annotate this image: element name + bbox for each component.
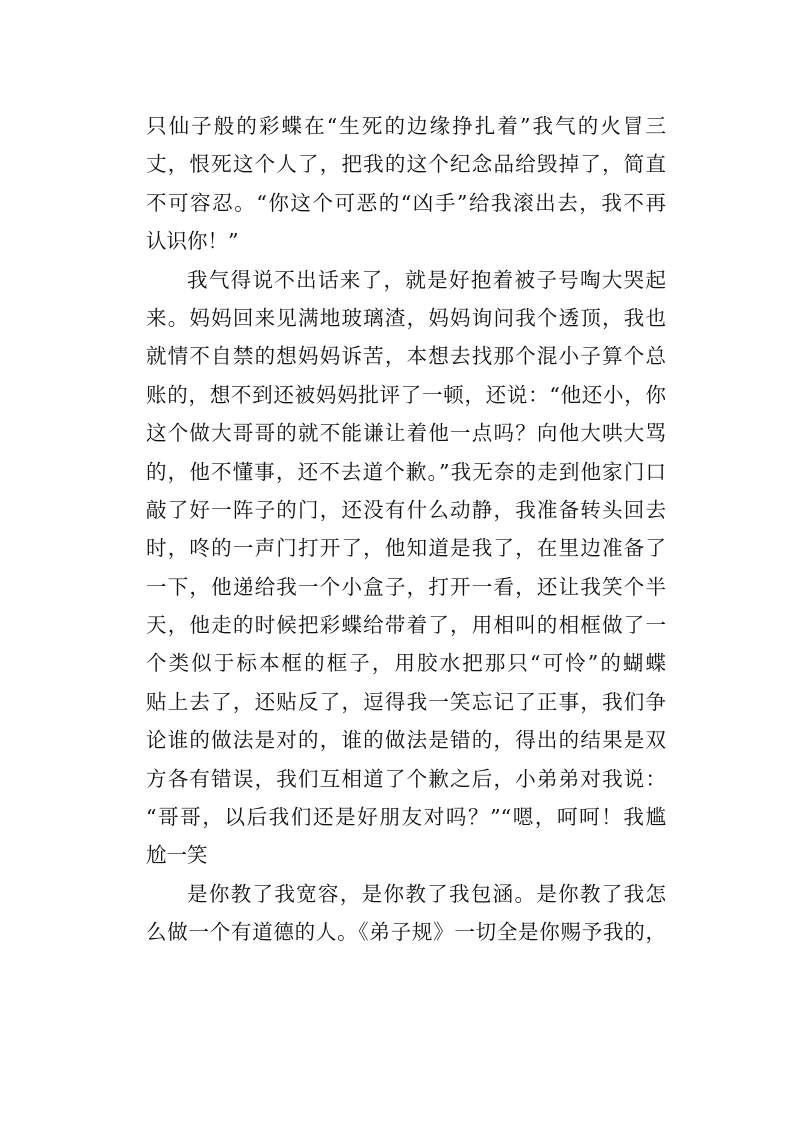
text-line: 贴上去了，还贴反了，逗得我一笑忘记了正事，我们争 (146, 689, 666, 714)
text-line: 么做一个有道德的人。《弟子规》一切全是你赐予我的， (146, 920, 666, 945)
text-line: 方各有错误，我们互相道了个歉之后，小弟弟对我说： (146, 766, 666, 791)
text-line: 个类似于标本框的框子，用胶水把那只“可怜”的蝴蝶 (146, 651, 666, 676)
paragraph-first-line: 我气得说不出话来了，就是好抱着被子号啕大哭起 (187, 267, 666, 292)
document-body (146, 107, 666, 952)
text-line: 丈，恨死这个人了，把我的这个纪念品给毁掉了，简直 (146, 152, 666, 177)
text-line: 就情不自禁的想妈妈诉苦，本想去找那个混小子算个总 (146, 344, 666, 369)
text-line: 尬一笑 (146, 843, 208, 868)
text-line: “哥哥，以后我们还是好朋友对吗？”“嗯，呵呵！我尴 (146, 805, 666, 830)
text-line: 只仙子般的彩蝶在“生死的边缘挣扎着”我气的火冒三 (146, 114, 666, 138)
text-line: 认识你！” (146, 229, 239, 254)
text-line: 不可容忍。“你这个可恶的“凶手”给我滚出去，我不再 (146, 190, 666, 215)
text-line: 来。妈妈回来见满地玻璃渣，妈妈询问我个透顶，我也 (146, 305, 666, 330)
text-line: 这个做大哥哥的就不能谦让着他一点吗？向他大哄大骂 (146, 421, 666, 446)
paragraph-first-line: 是你教了我宽容，是你教了我包涵。是你教了我怎 (187, 881, 666, 906)
text-line: 论谁的做法是对的，谁的做法是错的，得出的结果是双 (146, 728, 666, 753)
text-line: 账的，想不到还被妈妈批评了一顿，还说：“他还小，你 (146, 382, 666, 407)
text-line: 时，咚的一声门打开了，他知道是我了，在里边准备了 (146, 536, 666, 561)
text-line: 一下，他递给我一个小盒子，打开一看，还让我笑个半 (146, 574, 666, 599)
text-line: 的，他不懂事，还不去道个歉。”我无奈的走到他家门口 (146, 459, 666, 484)
text-line: 敲了好一阵子的门，还没有什么动静，我准备转头回去 (146, 497, 666, 522)
text-line: 天，他走的时候把彩蝶给带着了，用相叫的相框做了一 (146, 613, 666, 638)
